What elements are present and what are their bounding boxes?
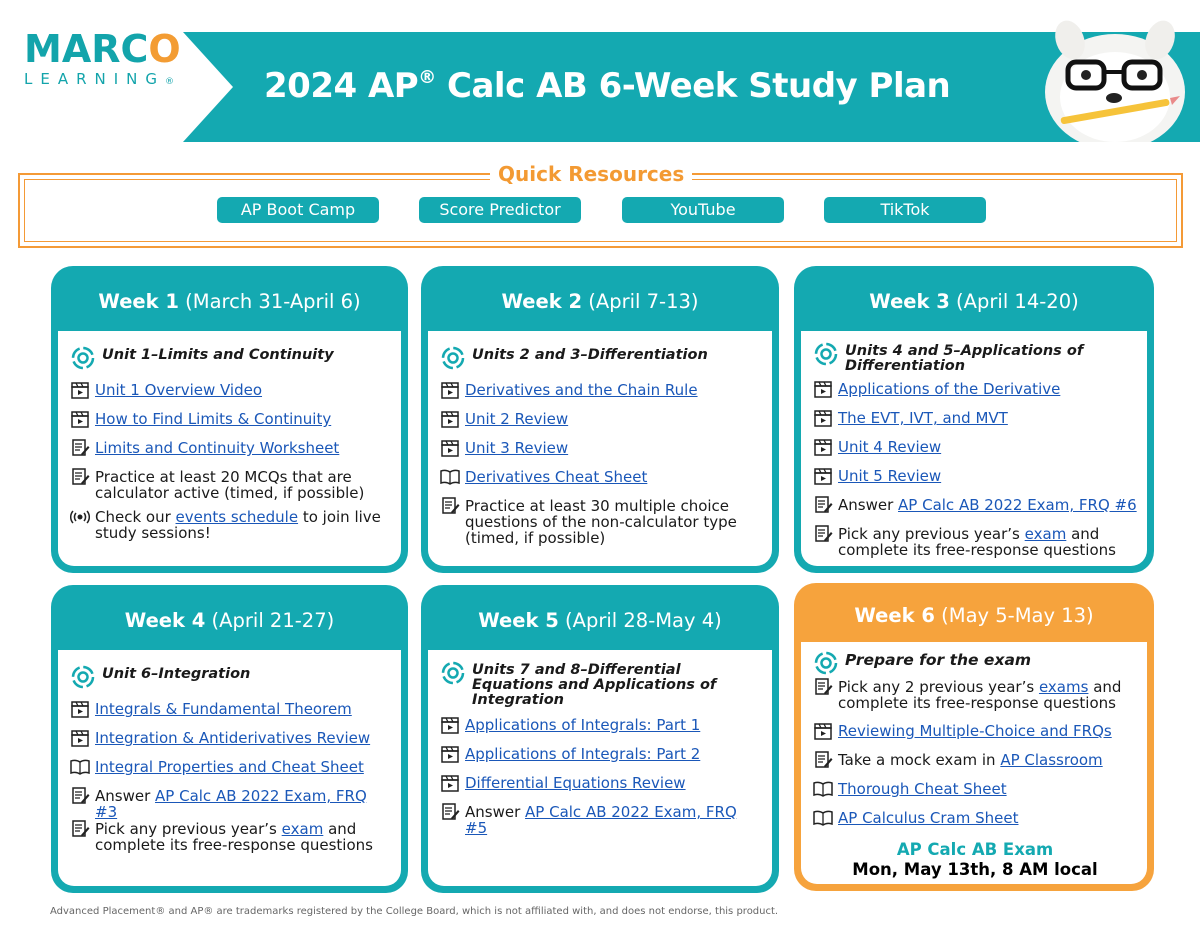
list-item — [440, 410, 762, 439]
exam-date: Mon, May 13th, 8 AM local — [852, 860, 1098, 879]
list-item — [813, 467, 1137, 496]
limits-continuity-video-link[interactable]: How to Find Limits & Continuity — [95, 410, 332, 428]
trademark-footer: Advanced Placement® and AP® are trademarks registered by the College Board, which is not affiliated with, and does not endorse, this product. — [50, 906, 779, 917]
list-item — [70, 410, 391, 439]
target-icon — [440, 345, 466, 371]
list-item — [813, 780, 1137, 809]
unit-heading: Units 4 and 5–Applications of Differentiation — [813, 341, 1137, 374]
evt-ivt-mvt-link[interactable]: The EVT, IVT, and MVT — [838, 409, 1008, 427]
video-clapper-icon — [70, 700, 90, 718]
limits-worksheet-link[interactable]: Limits and Continuity Worksheet — [95, 439, 340, 457]
thorough-cheat-sheet-link[interactable]: Thorough Cheat Sheet — [838, 780, 1007, 798]
previous-exams-link[interactable]: exams — [1038, 678, 1089, 696]
week-5-heading: Week 5 (April 28-May 4) — [478, 609, 722, 632]
exam-info — [813, 840, 1137, 880]
quick-resources-title: Quick Resources — [490, 162, 692, 186]
list-item — [70, 729, 391, 758]
week-2-body — [428, 331, 772, 566]
list-item — [70, 439, 391, 468]
video-clapper-icon — [440, 410, 460, 428]
target-icon — [440, 660, 466, 686]
list-item — [813, 380, 1137, 409]
week-1-heading: Week 1 (March 31-April 6) — [98, 290, 361, 313]
video-clapper-icon — [70, 410, 90, 428]
events-schedule-link[interactable]: events schedule — [175, 508, 299, 526]
video-clapper-icon — [813, 380, 833, 398]
target-icon — [813, 650, 839, 676]
unit-heading: Units 7 and 8–Differential Equations and Applications of Integration — [440, 660, 762, 708]
video-clapper-icon — [813, 409, 833, 427]
target-icon — [70, 664, 96, 690]
tiktok-button[interactable]: TikTok — [824, 197, 986, 223]
worksheet-pencil-icon — [813, 525, 833, 543]
reviewing-mcq-frq-link[interactable]: Reviewing Multiple-Choice and FRQs — [838, 722, 1112, 740]
dog-mascot-icon — [1030, 12, 1200, 142]
youtube-button[interactable]: YouTube — [622, 197, 784, 223]
video-clapper-icon — [440, 716, 460, 734]
unit-heading: Prepare for the exam — [813, 650, 1137, 676]
worksheet-pencil-icon — [70, 468, 90, 486]
video-clapper-icon — [440, 439, 460, 457]
unit-2-review-link[interactable]: Unit 2 Review — [465, 410, 569, 428]
unit-3-review-link[interactable]: Unit 3 Review — [465, 439, 569, 457]
derivatives-chain-rule-link[interactable]: Derivatives and the Chain Rule — [465, 381, 698, 399]
week-5-card — [421, 585, 779, 893]
unit-5-review-link[interactable]: Unit 5 Review — [838, 467, 942, 485]
list-item — [70, 381, 391, 410]
list-item — [813, 722, 1137, 751]
list-item — [440, 774, 762, 803]
logo-subtext: LEARNING® — [24, 70, 175, 88]
page-title: 2024 AP® Calc AB 6-Week Study Plan — [264, 66, 951, 106]
frq-5-link[interactable]: AP Calc AB 2022 Exam, FRQ #5 — [465, 803, 737, 837]
worksheet-pencil-icon — [440, 803, 460, 821]
integrals-fundamental-theorem-link[interactable]: Integrals & Fundamental Theorem — [95, 700, 352, 718]
list-item: Pick any previous year’s exam and complete its free-response questions — [813, 525, 1137, 558]
list-item — [440, 468, 762, 497]
list-item — [440, 716, 762, 745]
list-item — [70, 700, 391, 729]
list-item: Practice at least 20 MCQs that are calculator active (timed, if possible) — [70, 468, 391, 508]
derivatives-cheat-sheet-link[interactable]: Derivatives Cheat Sheet — [465, 468, 648, 486]
previous-exam-link[interactable]: exam — [1024, 525, 1067, 543]
ap-classroom-link[interactable]: AP Classroom — [1000, 751, 1103, 769]
video-clapper-icon — [813, 438, 833, 456]
unit-heading: Unit 1–Limits and Continuity — [70, 345, 391, 371]
worksheet-pencil-icon — [70, 787, 90, 805]
worksheet-pencil-icon — [813, 751, 833, 769]
list-item — [70, 758, 391, 787]
open-book-icon — [813, 780, 833, 798]
week-4-card — [51, 585, 408, 893]
week-2-card — [421, 266, 779, 573]
week-2-heading: Week 2 (April 7-13) — [501, 290, 699, 313]
unit-heading: Unit 6–Integration — [70, 664, 391, 690]
ap-boot-camp-button[interactable]: AP Boot Camp — [217, 197, 379, 223]
live-broadcast-icon — [70, 508, 90, 526]
frq-6-link[interactable]: AP Calc AB 2022 Exam, FRQ #6 — [898, 496, 1137, 514]
video-clapper-icon — [813, 722, 833, 740]
worksheet-pencil-icon — [813, 678, 833, 696]
unit-heading: Units 2 and 3–Differentiation — [440, 345, 762, 371]
worksheet-pencil-icon — [70, 439, 90, 457]
week-6-heading: Week 6 (May 5-May 13) — [854, 604, 1094, 627]
worksheet-pencil-icon — [440, 497, 460, 515]
worksheet-pencil-icon — [813, 496, 833, 514]
list-item: Answer AP Calc AB 2022 Exam, FRQ #3 — [70, 787, 391, 820]
video-clapper-icon — [440, 381, 460, 399]
frq-3-link[interactable]: AP Calc AB 2022 Exam, FRQ #3 — [95, 787, 367, 821]
applications-integrals-part-1-link[interactable]: Applications of Integrals: Part 1 — [465, 716, 701, 734]
integral-properties-link[interactable]: Integral Properties and Cheat Sheet — [95, 758, 364, 776]
week-5-body — [428, 650, 772, 886]
list-item: Practice at least 30 multiple choice questions of the non-calculator type (timed, if possible) — [440, 497, 762, 546]
video-clapper-icon — [70, 729, 90, 747]
list-item — [813, 809, 1137, 838]
video-clapper-icon — [70, 381, 90, 399]
week-1-body — [58, 331, 401, 566]
list-item: Answer AP Calc AB 2022 Exam, FRQ #5 — [440, 803, 762, 836]
video-clapper-icon — [440, 774, 460, 792]
logo-wordmark: MARCO — [24, 27, 181, 71]
video-clapper-icon — [440, 745, 460, 763]
target-icon — [813, 341, 839, 367]
target-icon — [70, 345, 96, 371]
exam-title: AP Calc AB Exam — [896, 840, 1054, 859]
header-chevron — [183, 32, 233, 142]
week-6-body — [801, 642, 1147, 884]
unit-4-review-link[interactable]: Unit 4 Review — [838, 438, 942, 456]
open-book-icon — [813, 809, 833, 827]
open-book-icon — [440, 468, 460, 486]
week-4-heading: Week 4 (April 21-27) — [124, 609, 335, 632]
applications-integrals-part-2-link[interactable]: Applications of Integrals: Part 2 — [465, 745, 701, 763]
list-item: Take a mock exam in AP Classroom — [813, 751, 1137, 780]
score-predictor-button[interactable]: Score Predictor — [419, 197, 581, 223]
worksheet-pencil-icon — [70, 820, 90, 838]
list-item — [813, 438, 1137, 467]
open-book-icon — [70, 758, 90, 776]
list-item — [813, 409, 1137, 438]
week-1-card — [51, 266, 408, 573]
unit-1-overview-video-link[interactable]: Unit 1 Overview Video — [95, 381, 263, 399]
list-item — [440, 745, 762, 774]
applications-derivative-link[interactable]: Applications of the Derivative — [838, 380, 1061, 398]
week-3-card — [794, 266, 1154, 573]
video-clapper-icon — [813, 467, 833, 485]
list-item: Answer AP Calc AB 2022 Exam, FRQ #6 — [813, 496, 1137, 525]
list-item — [440, 381, 762, 410]
quick-resources-inner-border — [24, 179, 1177, 242]
list-item — [440, 439, 762, 468]
marco-learning-logo[interactable] — [24, 27, 184, 90]
week-4-body — [58, 650, 401, 886]
integration-antiderivatives-link[interactable]: Integration & Antiderivatives Review — [95, 729, 371, 747]
list-item: Pick any 2 previous year’s exams and complete its free-response questions — [813, 678, 1137, 722]
differential-equations-review-link[interactable]: Differential Equations Review — [465, 774, 686, 792]
list-item: Check our events schedule to join live study sessions! — [70, 508, 391, 541]
week-6-card — [794, 583, 1154, 891]
week-3-heading: Week 3 (April 14-20) — [869, 290, 1079, 313]
list-item: Pick any previous year’s exam and complete its free-response questions — [70, 820, 391, 853]
previous-exam-link[interactable]: exam — [281, 820, 324, 838]
week-3-body — [801, 331, 1147, 566]
ap-calculus-cram-sheet-link[interactable]: AP Calculus Cram Sheet — [838, 809, 1019, 827]
